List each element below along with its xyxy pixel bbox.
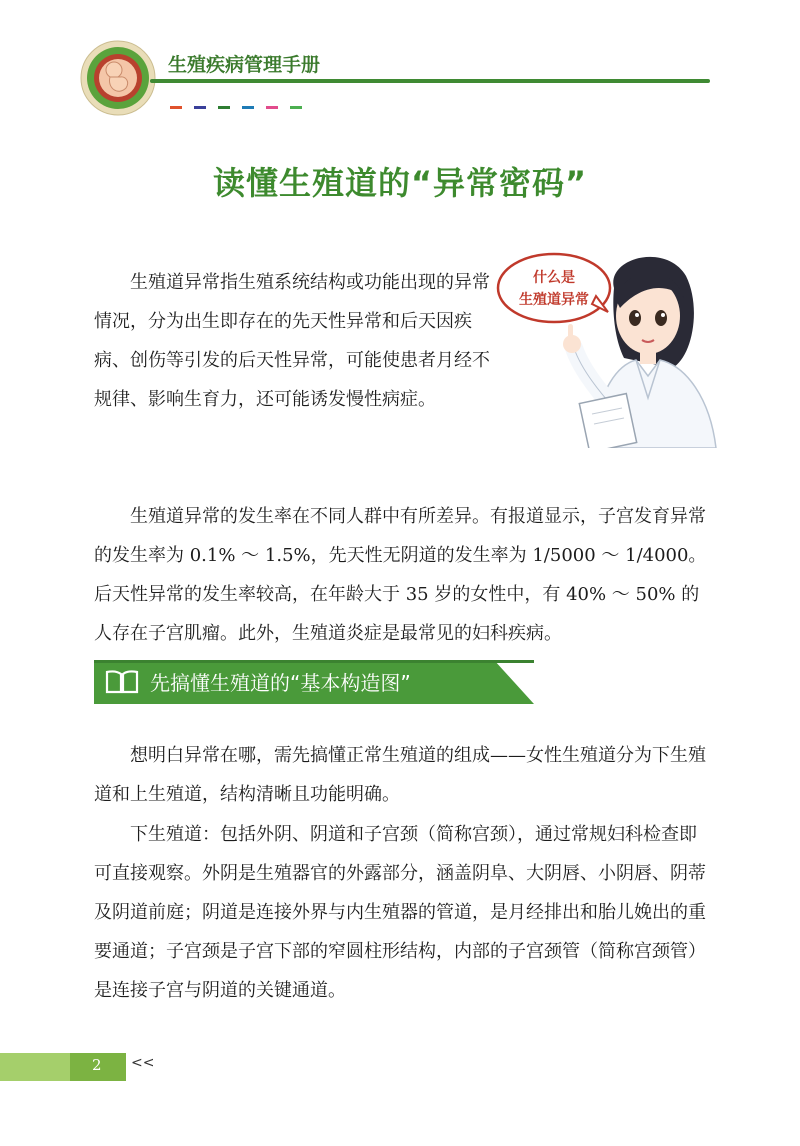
page-title: 读懂生殖道的“异常密码”	[212, 164, 588, 202]
dash	[170, 106, 182, 109]
bubble-line-1: 什么是	[533, 270, 575, 286]
header-divider	[150, 79, 710, 83]
footer-bar-accent	[0, 1053, 70, 1081]
incidence-paragraph: 生殖道异常的发生率在不同人群中有所差异。有报道显示，子宫发育异常的发生率为 0.1% ～ 1.5%，先天性无阴道的发生率为 1/5000 ～ 1/4000。后天性异常的发生率较高，在年龄大于 35 岁的女性中，有 40% ～ 50% 的人存在子宫肌瘤。此外，生殖道炎症是最常见的妇科疾病。	[94, 506, 707, 644]
composition-paragraph: 想明白异常在哪，需先搞懂正常生殖道的组成——女性生殖道分为下生殖道和上生殖道，结构清晰且功能明确。	[94, 745, 706, 805]
footer-bar	[0, 1053, 126, 1081]
speech-bubble	[498, 254, 610, 322]
fetus-logo-icon	[80, 40, 156, 116]
bubble-line-2: 生殖道异常	[519, 292, 589, 308]
chevron-left-icon: <<	[131, 1055, 155, 1071]
book-title: 生殖疾病管理手册	[168, 54, 321, 76]
lower-tract-paragraph: 下生殖道：包括外阴、阴道和子宫颈（简称宫颈），通过常规妇科检查即可直接观察。外阴是生殖器官的外露部分，涵盖阴阜、大阴唇、小阴唇、阴蒂及阴道前庭；阴道是连接外界与内生殖器的管道，是月经排出和胎儿娩出的重要通道；子宫颈是子宫下部的窄圆柱形结构，内部的子宫颈管（简称宫颈管）是连接子宫与阴道的关键通道。	[94, 824, 706, 1001]
section-heading: 先搞懂生殖道的“基本构造图”	[150, 671, 411, 695]
dash	[218, 106, 230, 109]
doctor-illustration	[496, 248, 720, 448]
dash	[242, 106, 254, 109]
header-color-dashes	[170, 94, 314, 113]
open-book-icon	[104, 668, 140, 696]
page-number: 2	[92, 1056, 102, 1074]
intro-paragraph: 生殖道异常指生殖系统结构或功能出现的异常情况，分为出生即存在的先天性异常和后天因疾病、创伤等引发的后天性异常，可能使患者月经不规律、影响生育力，还可能诱发慢性病症。	[94, 272, 490, 410]
dash	[290, 106, 302, 109]
dash	[266, 106, 278, 109]
dash	[194, 106, 206, 109]
